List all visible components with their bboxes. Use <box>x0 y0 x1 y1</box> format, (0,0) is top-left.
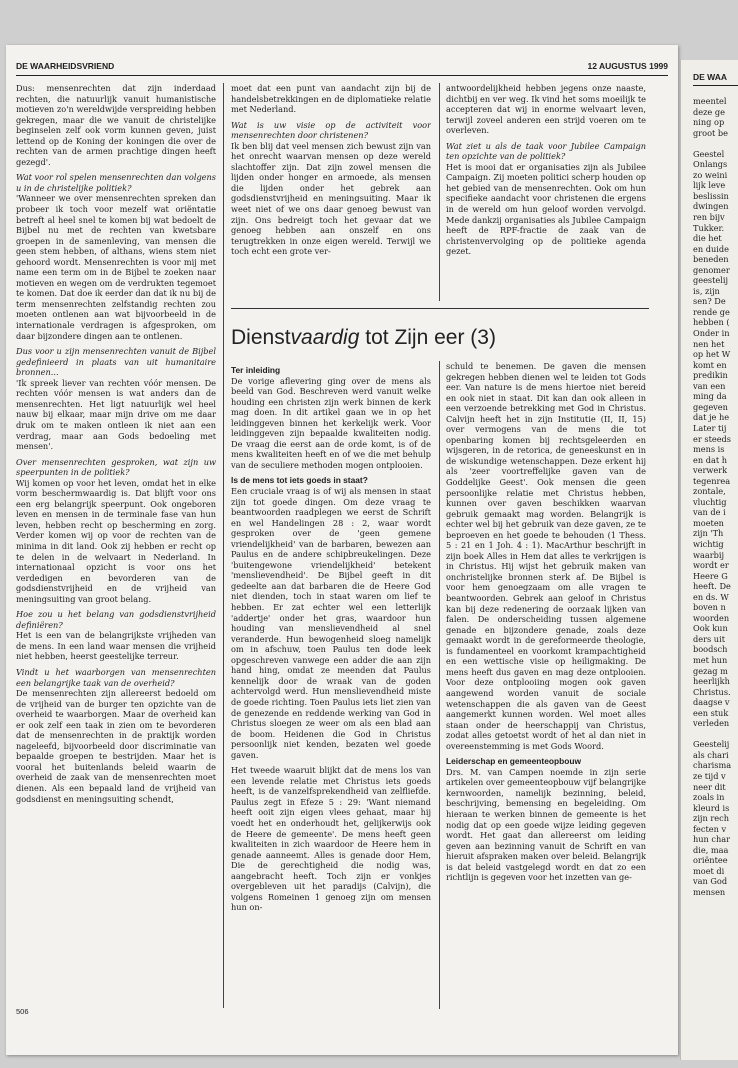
subheading: Leiderschap en gemeenteopbouw <box>446 756 581 767</box>
next-page-line: woorden <box>693 612 730 623</box>
next-page-edge <box>680 60 738 1060</box>
next-page-line: Tukker. <box>693 222 725 233</box>
subheading: Is de mens tot iets goeds in staat? <box>231 475 368 486</box>
next-page-line: er steeds <box>693 433 731 444</box>
next-page-line: daagse v <box>693 697 730 708</box>
next-page-line: dat je he <box>693 412 730 423</box>
next-page-line: zijn 'Th <box>693 528 724 539</box>
interview-question: Wat voor rol spelen mensenrechten dan volgens u in de christelijke politiek? <box>16 172 216 193</box>
interview-column-1 <box>16 83 216 1008</box>
next-page-text <box>693 96 738 898</box>
article-title <box>231 326 496 350</box>
next-page-line: fecten v <box>693 823 727 834</box>
next-page-line: Christus. <box>693 686 731 697</box>
subheading: Ter inleiding <box>231 365 281 375</box>
next-page-line <box>693 138 738 149</box>
next-page-line: als chari <box>693 749 729 760</box>
next-page-line: dwingen <box>693 201 729 212</box>
next-page-line: rende ge <box>693 306 730 317</box>
next-page-line: Onlangs <box>693 159 728 170</box>
next-page-line: zontale, <box>693 486 726 497</box>
next-page-line: ren bijv <box>693 212 725 223</box>
next-page-line: vluchtig <box>693 496 727 507</box>
next-page-line: die het <box>693 233 722 244</box>
next-page-line: beneden <box>693 254 729 265</box>
next-page-line: genomer <box>693 264 730 275</box>
interview-question: Dus voor u zijn mensenrechten vanuit de Bijbel gedefinieerd in plaats van uit humanitaire bronnen... <box>16 346 216 378</box>
column-divider <box>223 83 224 1008</box>
next-page-line: gezag m <box>693 665 728 676</box>
column-divider <box>439 361 440 1009</box>
next-page-line: op het W <box>693 349 731 360</box>
issue-date: 12 AUGUSTUS 1999 <box>587 61 668 71</box>
next-page-line: meentel <box>693 96 727 106</box>
article-column-1 <box>231 361 431 1009</box>
column-divider <box>439 83 440 301</box>
next-page-line: mens is <box>693 444 725 455</box>
next-page-line: moet di <box>693 865 725 876</box>
next-page-line: van een <box>693 380 726 391</box>
next-page-line: met hun <box>693 654 728 665</box>
next-page-line: hebben ( <box>693 317 730 328</box>
next-page-line: ning op <box>693 117 725 128</box>
next-page-line: ders uit <box>693 633 725 644</box>
next-page-line: hun char <box>693 834 731 845</box>
next-page-line: heerlijkh <box>693 676 730 687</box>
next-page-line: mensen <box>693 887 726 898</box>
next-page-line: oriëntee <box>693 855 728 866</box>
next-page-line: groot be <box>693 127 728 138</box>
paragraph: Het is een van de belangrijkste vrijheden van de mens. In een land waar mensen die vrijheid niet hebben, heerst geestelijke terreur. <box>16 630 216 662</box>
next-page-line: zoals in <box>693 792 725 803</box>
next-page-line: gegeven <box>693 401 728 412</box>
paragraph: De mensenrechten zijn allereerst bedoeld om de vrijheid van de burger ten opzichte van de overheid te waarborgen. Maar de overheid kan er ook zelf een taak in zien om te bevorderen dat de mensenrechten in de praktijk worden nageleefd, bijvoorbeeld door discriminatie van bepaalde groepen te bestrijden. Maar het is vooral het buitenlands beleid waarin de overheid de zaak van de mensenrechten moet dienen. Als een bepaald land de vrijheid van godsdienst en meningsuiting schendt, <box>16 688 216 804</box>
title-part: tot Zijn eer (3) <box>359 326 496 349</box>
interview-question: Wat is uw visie op de activiteit voor mensenrechten door christenen? <box>231 119 431 141</box>
next-page-line: wichtig <box>693 538 724 549</box>
next-page-line: zo weini <box>693 169 728 180</box>
next-page-line: verwerk <box>693 465 728 476</box>
interview-question: Hoe zou u het belang van godsdienstvrijheid definiëren? <box>16 609 216 630</box>
next-page-line: en duide <box>693 243 729 254</box>
interview-column-3 <box>446 83 646 299</box>
paragraph: 'Ik spreek liever van rechten vóór mensen. De rechten vóór mensen is wat anders dan de mensenrechten. Het ligt natuurlijk wel heel nauw bij elkaar, maar mijn drive om me daar druk om te maken ontleen ik niet aan een verdrag, maar aan Gods bedoeling met mensen'. <box>16 377 216 452</box>
next-page-line: wordt er <box>693 560 729 571</box>
next-page-line: kleurd is <box>693 802 730 813</box>
next-page-line: Geestel <box>693 148 725 159</box>
next-page-line: een stuk <box>693 707 729 718</box>
title-part: Dienst <box>231 326 291 349</box>
next-page-line: Onder in <box>693 328 730 339</box>
next-page-line: en dat h <box>693 454 728 465</box>
paragraph: antwoordelijkheid hebben jegens onze naaste, dichtbij en ver weg. Ik vind het soms moeilijk te accepteren dat wij in enorme welvaart leven, terwijl zoveel anderen een strijd voeren om te overleven. <box>446 83 646 136</box>
next-page-rule <box>693 85 738 86</box>
section-rule <box>231 308 649 309</box>
paragraph: De vorige aflevering ging over de mens als beeld van God. Beschreven werd vanuit welke houding een christen zijn werk binnen de kerk mag doen. In dit artikel gaan we in op het leidinggeven binnen het kerkelijk werk. Voor leidinggeven zijn bepaalde kwaliteiten nodig. De vraag die eerst aan de orde komt, is of de mens kwaliteiten heeft en of we die met behulp van de seculiere methoden mogen ontplooien. <box>231 375 431 470</box>
paragraph: Drs. M. van Campen noemde in zijn serie artikelen over gemeenteopbouw vijf belangrijke kernwoorden, namelijk bezinning, beleid, beschrijving, bemensing en begeleiding. Om hieraan te werken binnen de gemeente is het nodig dat op een goede wijze leiding gegeven wordt. Het gaat dan allereerst om leiding geven aan bezinning vanuit de Schrift en van hieruit afspraken maken over beleid. Belangrijk is dat beleid vastgelegd wordt en dat zo een richtlijn is gegeven voor het inzetten van ge- <box>446 766 646 883</box>
next-page-line: waarbij <box>693 549 725 560</box>
next-page-line <box>693 729 738 740</box>
next-page-line: ming da <box>693 391 727 402</box>
paragraph: schuld te benemen. De gaven die mensen gekregen hebben dienen wel te leiden tot Gods eer. Van nature is de mens hiertoe niet bereid en ook niet in staat. Dit kan dan ook alleen in een verzoende betrekking met God in Christus. Calvijn heeft het in zijn Institutie (II, II, 15) over vermogens van de mens die tot openbaring komen bij rechtsgeleerden en wijsgeren, in de retorica, de geneeskunst en in de wiskundige wetenschappen. Deze erkent hij als 'zeer voortreffelijke gaven van de Goddelijke Geest'. Ook mensen die geen persoonlijke relatie met Christus hebben, kunnen over gaven beschikken waarvan gebruik gemaakt mag worden. Belangrijk is echter wel bij het gebruik van deze gaven, ze te beproeven en het goede te behouden (1 Thess. 5 : 21 en 1 Joh. 4 : 1). MacArthur beschrijft in zijn boek Alles in Hem dat alles te verkrijgen is in Christus. Hij wijst het gebruik maken van onchristelijke bronnen sterk af. De Bijbel is voor hem genoegzaam om alle vragen te beantwoorden. Gebrek aan geloof in Christus kan bij deze redenering de oorzaak lijken van falen. De onderscheiding tussen algemene genade en bijzondere genade, zoals deze gemaakt wordt in de gereformeerde theologie, is fundamenteel en voorkomt krampachtigheid en een wettische visie op heiligmaking. De mens heeft dus gaven en mag deze ontplooien. Voor deze ontplooiing mogen ook gaven aangewend worden vanuit de sociale wetenschappen die als gaven van de Geest aangemerkt kunnen worden. Wel moet alles staan onder de heerschappij van Christus, zodat alles getoetst wordt of het al dan niet in overeenstemming is met Gods Woord. <box>446 361 646 751</box>
next-page-line: deze ge <box>693 106 725 117</box>
paragraph: Ik ben blij dat veel mensen zich bewust zijn van het onrecht waarvan mensen op deze wereld slachtoffer zijn. Dat zijn zowel mensen die lijden onder honger en armoede, als mensen die lijden onder het gebrek aan godsdienstvrijheid en meningsuiting. Maar ik weet niet of we ons daar genoeg bewust van zijn. Ons bedreigt toch het gevaar dat we genoeg hebben aan onszelf en ons terugtrekken in onze eigen wereld. Terwijl we toch echt een grote ver- <box>231 140 431 257</box>
running-header <box>16 61 668 76</box>
next-page-line: predikin <box>693 370 728 381</box>
next-page-line: Heere G <box>693 570 728 581</box>
next-page-line: die, maa <box>693 844 729 855</box>
paragraph: Een cruciale vraag is of wij als mensen in staat zijn tot goede dingen. Om deze vraag te beantwoorden raadplegen we eerst de Schrift en wel Handelingen 28 : 2, waar wordt gesproken over de 'geen gemene vriendelijkheid' van de barbaren, bewezen aan Paulus en de andere schipbreukelingen. Deze 'buitengewone vriendelijkheid' betekent 'menslievendheid'. De Bijbel geeft in dit gedeelte aan dat barbaren die de Heere God niet dienden, toch in staat waren om lief te hebben. Er zat echter wel een letterlijk 'addertje' onder het gras, waardoor hun houding van menslievendheid al snel veranderde. Hun bewogenheid sloeg namelijk om in afschuw, toen Paulus ten dode leek opgeschreven vanwege een adder die aan zijn hand hing, omdat ze meenden dat Paulus kennelijk door de wraak van de goden achtervolgd werd. Hun menslievendheid miste de goede richting. Toen Paulus iets liet zien van de genezende en reddende werking van God in Christus sloegen ze weer om als een blad aan de boom. Heidenen die God in Christus persoonlijk niet kenden, bezaten wel goede gaven. <box>231 486 431 760</box>
paragraph: Het tweede waaruit blijkt dat de mens los van een levende relatie met Christus iets goeds heeft, is de vanzelfsprekendheid van zelfliefde. Paulus zegt in Efeze 5 : 29: 'Want niemand heeft ooit zijn eigen vlees gehaat, maar hij voedt het en onderhoudt het, gelijkerwijs ook de Heere de gemeente'. De mens heeft geen kwaliteiten in zich waardoor de Heere hem in genade aanneemt. Alles is genade door Hem, Die de gerechtigheid die nodig was, aangebracht heeft. Toch zijn er vonkjes overgebleven uit het paradijs (Calvijn), die volgens Romeinen 1 genoeg zijn om mensen hun on- <box>231 765 431 913</box>
next-page-line: verleden <box>693 718 730 729</box>
next-page-line: Ook kun <box>693 623 728 634</box>
interview-question: Wat ziet u als de taak voor Jubilee Campaign ten opzichte van de politiek? <box>446 140 646 162</box>
next-page-line: van de i <box>693 507 726 518</box>
next-page-line: beslissin <box>693 190 729 201</box>
next-page-line: lijk leve <box>693 180 726 191</box>
publication-name: DE WAARHEIDSVRIEND <box>16 61 115 71</box>
next-page-line: boodsch <box>693 644 728 655</box>
title-emphasis: vaardig <box>290 326 360 349</box>
paragraph: Dus: mensenrechten dat zijn inderdaad rechten, die natuurlijk vanuit humanistische motieven zo'n wereldwijde verspreiding hebben gekregen, maar die we vanuit de christelijke beginselen zelf ook vorm kunnen geven, juist lettend op de Koning der koningen die over de rechten van de armen prachtige dingen heeft gezegd'. <box>16 83 216 167</box>
page-number: 506 <box>16 1007 29 1016</box>
next-page-line: zijn rech <box>693 813 729 824</box>
next-page-line: sen? De <box>693 296 726 307</box>
interview-column-2 <box>231 83 431 299</box>
next-page-line: charisma <box>693 760 732 771</box>
next-page-line: boven n <box>693 602 726 613</box>
next-page-line: neer dit <box>693 781 726 792</box>
next-page-line: geestelij <box>693 275 729 286</box>
next-page-line: Geestelij <box>693 739 730 750</box>
next-page-line: nen het <box>693 338 725 349</box>
next-page-line: Later tij <box>693 422 727 433</box>
paragraph: Het is mooi dat er organisaties zijn als Jubilee Campaign. Zij moeten politici scherp houden op het gebied van de mensenrechten. Ook om hun specifieke aandacht voor christenen die ergens in de wereld om hun geloof worden vervolgd. Mede dankzij organisaties als Jubilee Campaign heeft de RPF-fractie de zaak van de christenvervolging op de politieke agenda gezet. <box>446 161 646 257</box>
paragraph: moet dat een punt van aandacht zijn bij de handelsbetrekkingen en de diplomatieke relatie met Nederland. <box>231 83 431 115</box>
interview-question: Over mensenrechten gesproken, wat zijn uw speerpunten in de politiek? <box>16 456 216 478</box>
next-page-line: ze tijd v <box>693 771 726 781</box>
next-page-line: is, zijn <box>693 285 720 296</box>
paragraph: 'Wanneer we over mensenrechten spreken dan probeer ik toch voor mezelf wat oriëntatie betreft al heel snel te komen bij wat bedoelt de Bijbel nu met de rechten van kwetsbare groepen in de samenleving, van mensen die geen stem hebben, of althans, wiens stem niet gehoord wordt. Mensenrechten is voor mij met name een term om in de Bijbel te zoeken naar motieven en wegen om de verdrukten tegemoet te komen. Dat doe ik eerder dan dat ik nu bij de term mensenrechten zelfstandig rechten zou moeten ontlenen aan wat bijvoorbeeld in de internationale verdragen is afgesproken, om daar bijzondere dingen aan te ontlenen. <box>16 193 216 341</box>
article-column-2 <box>446 361 646 1009</box>
next-page-line: moeten <box>693 517 724 528</box>
next-page-line: komt en <box>693 359 727 370</box>
next-page-line: en ds. W <box>693 591 729 602</box>
interview-question: Vindt u het waarborgen van mensenrechten een belangrijke taak van de overheid? <box>16 666 216 688</box>
magazine-page <box>6 45 678 1055</box>
next-page-line: heeft. De <box>693 581 731 592</box>
next-page-header: DE WAA <box>693 72 727 82</box>
paragraph: Wij komen op voor het leven, omdat het in elke vorm beschermwaardig is. Dat blijft voor ons een erg belangrijk speerpunt. Ook ongeboren leven en mensen in de terminale fase van hun leven, hebben recht op bescherming en zorg. Verder komen wij op voor de rechten van de minima in dit land. Ook zij hebben er recht op te delen in de welvaart in Nederland. In internationaal opzicht is voor ons het verdedigen en bevorderen van de godsdienstvrijheid en de vrijheid van meningsuiting van groot belang. <box>16 477 216 604</box>
next-page-line: van God <box>693 876 728 887</box>
next-page-line: tegenrea <box>693 475 731 486</box>
